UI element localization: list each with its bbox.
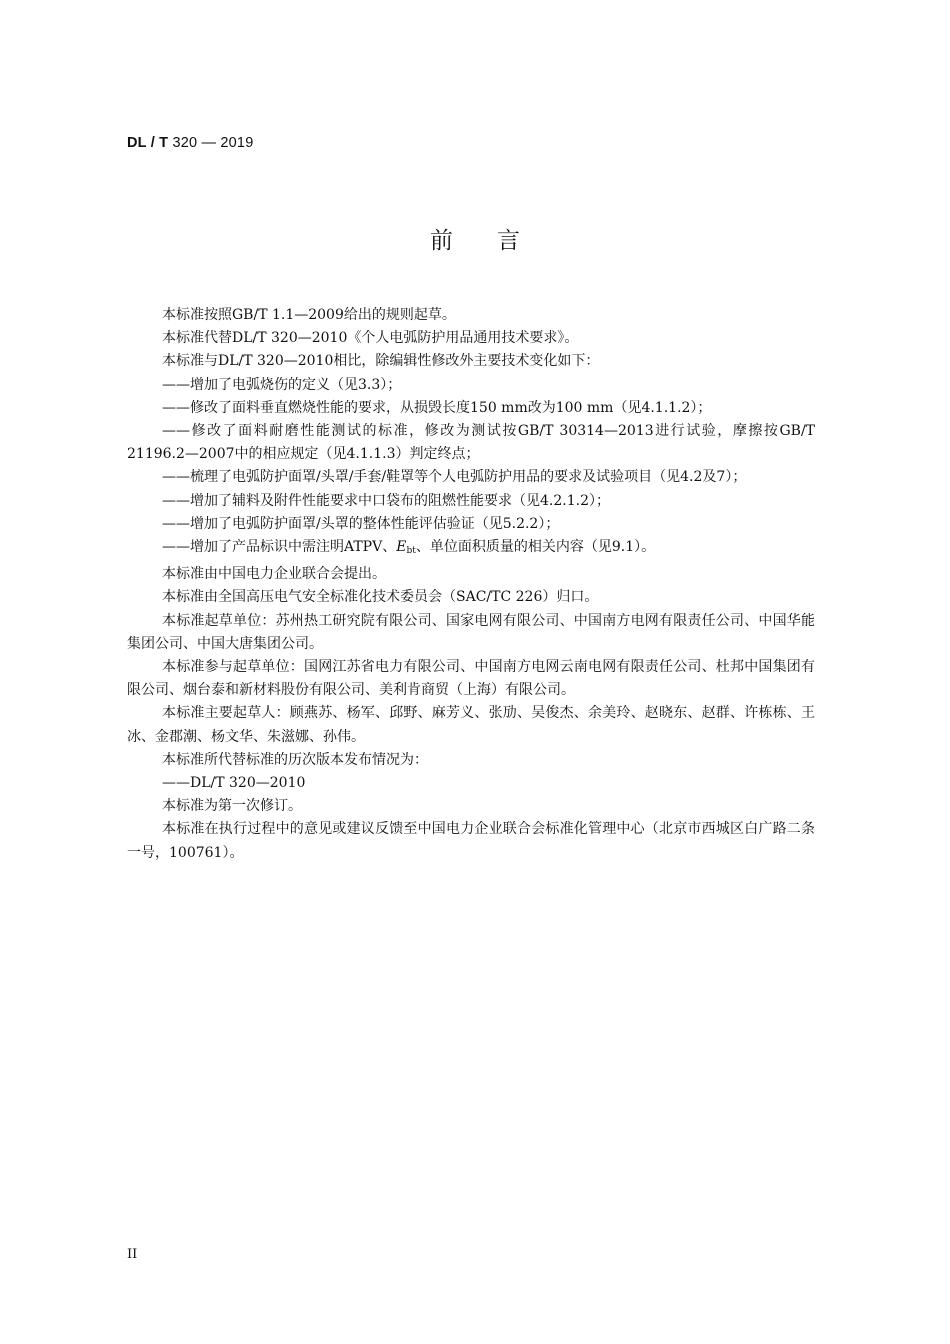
paragraph-proposed-by: 本标准由中国电力企业联合会提出。 <box>162 566 386 583</box>
symbol-e: E <box>396 539 407 556</box>
paragraph-managed-by: 本标准由全国高压电气安全标准化技术委员会（SAC/TC 226）归口。 <box>162 589 599 606</box>
change-item: ——梳理了电弧防护面罩/头罩/手套/鞋罩等个人电弧防护用品的要求及试验项目（见4.2及7）； <box>162 469 747 486</box>
change-item-text: ——增加了产品标识中需注明ATPV、 <box>162 539 397 556</box>
change-item: ——修改了面料耐磨性能测试的标准，修改为测试按GB/T 30314—2013进行试验，摩擦按GB/T 21196.2—2007中的相应规定（见4.1.1.3）判定终点； <box>127 423 815 463</box>
change-item-labeling <box>127 536 815 563</box>
document-code-prefix: DL / T <box>127 135 169 151</box>
change-item: ——增加了电弧烧伤的定义（见3.3）； <box>162 376 402 393</box>
paragraph-changes-intro: 本标准与DL/T 320—2010相比，除编辑性修改外主要技术变化如下： <box>162 353 600 370</box>
symbol-subscript: bt <box>406 546 416 557</box>
paragraph-drafting-units: 本标准起草单位：苏州热工研究院有限公司、国家电网有限公司、中国南方电网有限责任公司、中国华能集团公司、中国大唐集团公司。 <box>127 612 815 652</box>
paragraph-revision-note: 本标准为第一次修订。 <box>162 798 302 815</box>
foreword-body <box>127 304 815 865</box>
page-number: II <box>127 1247 138 1262</box>
paragraph-drafting-rules: 本标准按照GB/T 1.1—2009给出的规则起草。 <box>162 307 456 323</box>
change-item-text: 、单位面积质量的相关内容（见9.1）。 <box>415 539 656 556</box>
change-item: ——增加了电弧防护面罩/头罩的整体性能评估验证（见5.2.2）； <box>162 515 560 532</box>
page-title: 前言 <box>430 228 564 254</box>
document-code <box>127 135 253 151</box>
paragraph-participating-units: 本标准参与起草单位：国网江苏省电力有限公司、中国南方电网云南电网有限责任公司、杜邦中国集团有限公司、烟台泰和新材料股份有限公司、美利肯商贸（上海）有限公司。 <box>127 659 815 699</box>
paragraph-feedback: 本标准在执行过程中的意见或建议反馈至中国电力企业联合会标准化管理中心（北京市西城区白广路二条一号，100761）。 <box>127 821 815 861</box>
document-code-number: 320 — 2019 <box>168 135 254 151</box>
previous-version-item: ——DL/T 320—2010 <box>162 775 306 792</box>
paragraph-replaces: 本标准代替DL/T 320—2010《个人电弧防护用品通用技术要求》。 <box>162 330 579 347</box>
change-item: ——修改了面料垂直燃烧性能的要求，从损毁长度150 mm改为100 mm（见4.1.1.2）； <box>162 399 712 416</box>
change-item: ——增加了辅料及附件性能要求中口袋布的阻燃性能要求（见4.2.1.2）； <box>162 492 610 509</box>
paragraph-drafters: 本标准主要起草人：顾燕苏、杨军、邱野、麻芳义、张劢、吴俊杰、余美玲、赵晓东、赵群、许栋栋、王冰、金郡潮、杨文华、朱滋娜、孙伟。 <box>127 705 815 745</box>
paragraph-previous-versions: 本标准所代替标准的历次版本发布情况为： <box>162 751 428 768</box>
